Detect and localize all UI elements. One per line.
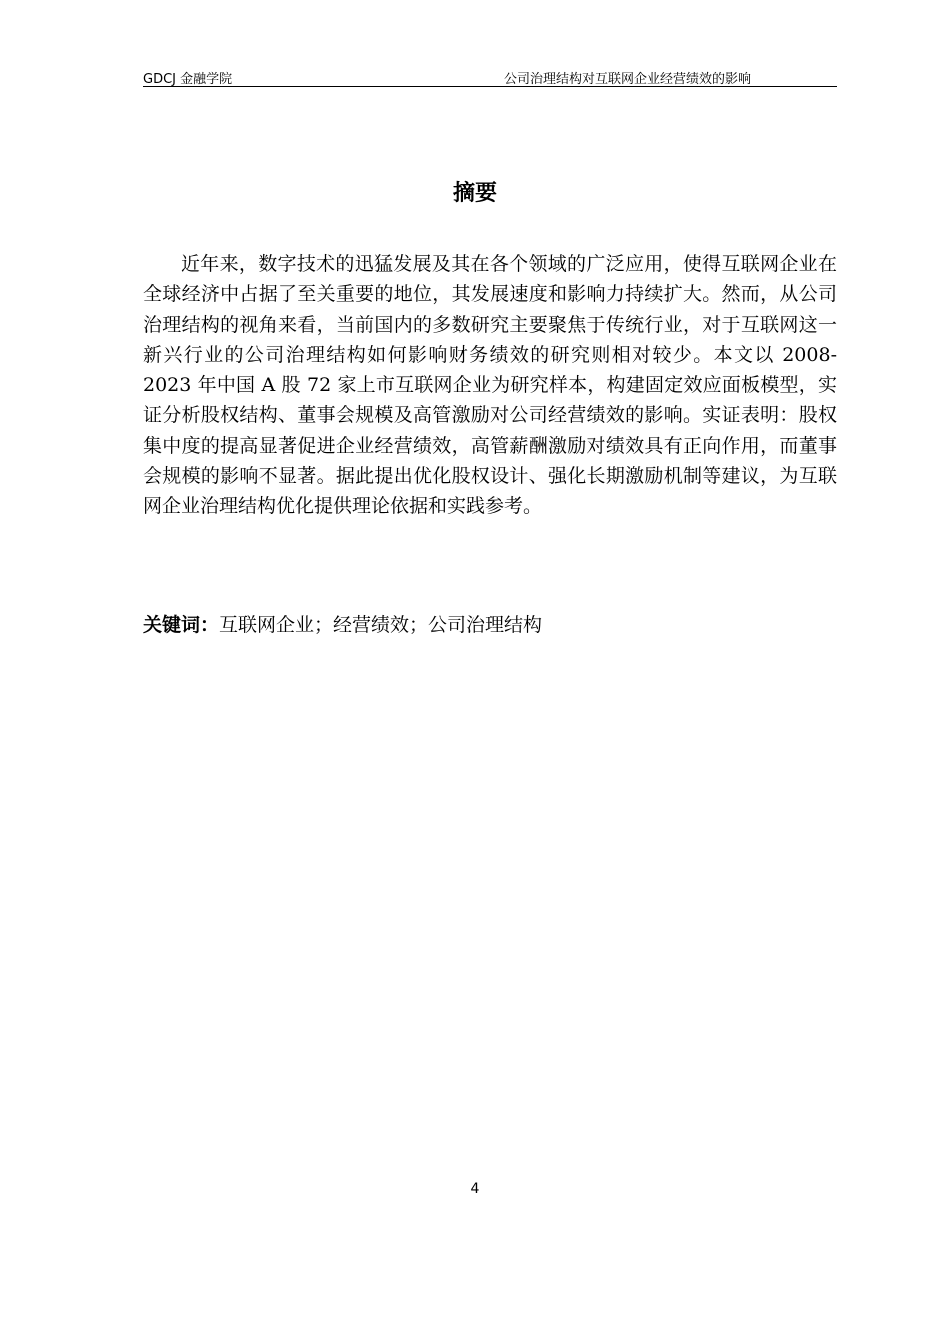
keywords-value: 互联网企业；经营绩效；公司治理结构 <box>219 614 543 636</box>
abstract-title: 摘要 <box>452 181 497 206</box>
page-header <box>143 66 837 87</box>
header-left: GDCJ 金融学院 <box>143 72 233 87</box>
keywords-line <box>143 610 542 637</box>
abstract-body: 近年来，数字技术的迅猛发展及其在各个领域的广泛应用，使得互联网企业在全球经济中占据了至关重要的地位，其发展速度和影响力持续扩大。然而，从公司治理结构的视角来看，当前国内的多数研究主要聚焦于传统行业，对于互联网这一新兴行业的公司治理结构如何影响财务绩效的研究则相对较少。本文以 2008-2023 年中国 A 股 72 家上市互联网企业为研究样本，构建固定效应面板模型，实证分析股权结构、董事会规模及高管激励对公司经营绩效的影响。实证表明：股权集中度的提高显著促进企业经营绩效，高管薪酬激励对绩效具有正向作用，而董事会规模的影响不显著。据此提出优化股权设计、强化长期激励机制等建议，为互联网企业治理结构优化提供理论依据和实践参考。 <box>143 253 837 518</box>
header-right: 公司治理结构对互联网企业经营绩效的影响 <box>503 72 751 87</box>
keywords-label: 关键词： <box>143 614 220 636</box>
page-number: 4 <box>470 1181 480 1197</box>
